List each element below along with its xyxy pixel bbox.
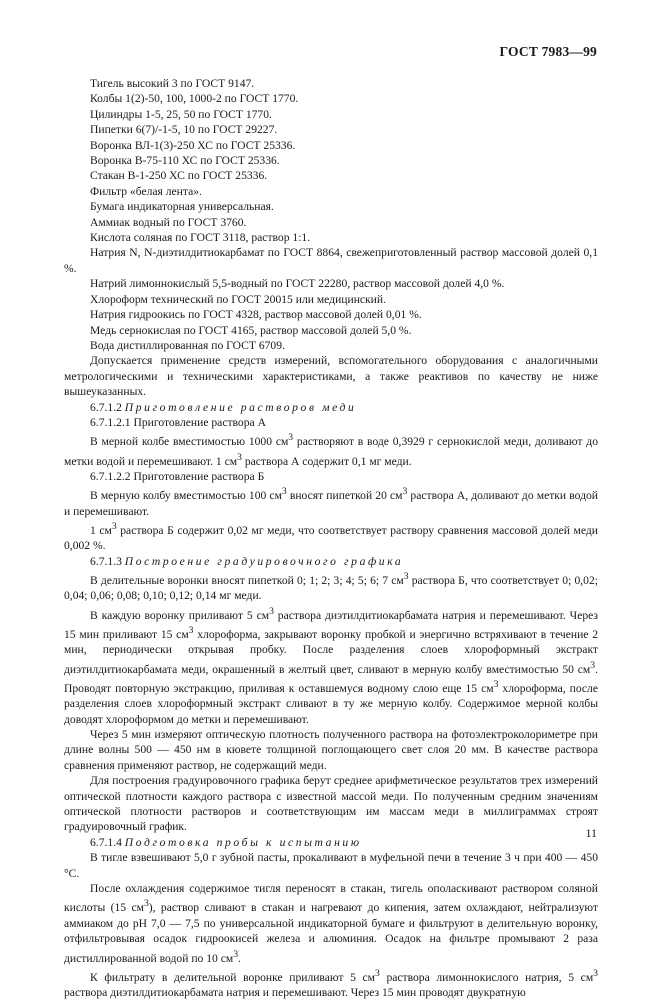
list-item: Натрия N, N-диэтилдитиокарбамат по ГОСТ 8864, свежеприготовленный раствор массовой долей 0,1 %.	[64, 246, 598, 275]
section-title: Построение градуировочного графика	[124, 554, 404, 568]
paragraph: К фильтрату в делительной воронке приливают 5 $см^3$ раствора лимоннокислого натрия, 5 $см^3$ раствора диэтилдитиокарбамата натрия и перемешивают. Через 15 мин проводят двукратную	[64, 967, 598, 1000]
list-item: Тигель высокий 3 по ГОСТ 9147.	[90, 77, 255, 90]
section-title: Приготовление растворов меди	[124, 400, 357, 414]
page-body	[64, 76, 598, 1000]
list-item: Медь сернокислая по ГОСТ 4165, раствор массовой долей 5,0 %.	[90, 323, 412, 337]
list-item: Бумага индикаторная универсальная.	[90, 200, 274, 214]
list-item: Натрия гидроокись по ГОСТ 4328, раствор массовой долей 0,01 %.	[90, 308, 422, 322]
list-item: Допускается применение средств измерений, вспомогательного оборудования с аналогичными метрологическими и техническими характеристиками, а также реактивов по качеству не ниже вышеуказанных.	[64, 354, 598, 399]
paragraph: В каждую воронку приливают 5 $см^3$ раствора диэтилдитиокарбамата натрия и перемешивают. Через 15 мин приливают 15 $см^3$ хлороформа, закрывают воронку пробкой и энергично встряхивают в течение 2 мин, периодически открывая пробку. После разделения слоев хлороформный экстракт диэтилдитиокарбамата меди, окрашенный в желтый цвет, сливают в мерную колбу вместимостью 50 $см^3$. Проводят повторную экстракцию, приливая к оставшемуся водному слою еще 15 $см^3$ хлороформа, после разделения слоев хлороформный экстракт сливают в ту же мерную колбу. Содержимое мерной колбы доводят хлороформом до метки и перемешивают.	[64, 605, 599, 726]
document-header: ГОСТ 7983—99	[499, 44, 597, 59]
list-item: Аммиак водный по ГОСТ 3760.	[90, 215, 247, 229]
list-item: Натрий лимоннокислый 5,5-водный по ГОСТ 22280, раствор массовой долей 4,0 %.	[90, 277, 505, 291]
list-item: Воронка ВЛ-1(3)-250 ХС по ГОСТ 25336.	[90, 138, 296, 152]
section-number: 6.7.1.4	[90, 835, 122, 849]
section-heading-6712	[64, 400, 598, 415]
subsection-heading-67122: 6.7.1.2.2 Приготовление раствора Б	[90, 469, 265, 483]
paragraph: В делительные воронки вносят пипеткой 0; 1; 2; 3; 4; 5; 6; 7 $см^3$ раствора Б, что соответствует 0; 0,02; 0,04; 0,06; 0,08; 0,10; 0,12; 0,14 мг меди.	[64, 571, 598, 603]
list-item: Хлороформ технический по ГОСТ 20015 или медицинский.	[90, 292, 386, 306]
list-item: Кислота соляная по ГОСТ 3118, раствор 1:1.	[90, 231, 311, 245]
page-number: 11	[585, 826, 597, 840]
paragraph: После охлаждения содержимое тигля переносят в стакан, тигель ополаскивают раствором соляной кислоты (15 $см^3$), раствор сливают в стакан и нагревают до кипения, затем охлаждают, нейтрализуют аммиаком до рН 7,0 — 7,5 по универсальной индикаторной бумаге и фильтруют в делительную воронку, отфильтровывая осадок гидроокисей железа и алюминия. Осадок на фильтре промывают 2 раза дистиллированной водой по 10 $см^3$.	[64, 882, 598, 965]
paragraph: В мерную колбу вместимостью 100 $см^3$ вносят пипеткой 20 $см^3$ раствора А, доливают до метки водой и перемешивают.	[64, 486, 598, 518]
list-item: Стакан В-1-250 ХС по ГОСТ 25336.	[90, 169, 268, 183]
list-item: Цилиндры 1-5, 25, 50 по ГОСТ 1770.	[90, 107, 272, 121]
list-item: Воронка В-75-110 ХС по ГОСТ 25336.	[90, 154, 280, 168]
paragraph: 1 $см^3$ раствора Б содержит 0,02 мг меди, что соответствует раствору сравнения массовой долей меди 0,002 %.	[64, 520, 598, 553]
section-number: 6.7.1.3	[90, 554, 122, 568]
paragraph: В тигле взвешивают 5,0 г зубной пасты, прокаливают в муфельной печи в течение 3 ч при 400 — 450 °С.	[64, 851, 598, 880]
reagents-list	[64, 245, 598, 399]
section-title: Подготовка пробы к испытанию	[124, 835, 362, 849]
section-number: 6.7.1.2	[90, 400, 122, 414]
paragraph: Для построения градуировочного графика берут среднее арифметическое результатов трех измерений оптической плотности каждого раствора с известной массой меди. По полученным средним значениям оптической плотности растворов и соответствующим им массам меди в миллиграммах строят градуировочный график.	[64, 774, 598, 834]
paragraph: Через 5 мин измеряют оптическую плотность полученного раствора на фотоэлектроколориметре при длине волны 500 — 450 нм в кювете толщиной поглощающего свет слоя 20 мм. В качестве раствора сравнения применяют раствор, не содержащий меди.	[64, 727, 598, 772]
section-heading-6714	[64, 835, 598, 850]
subsection-heading-67121: 6.7.1.2.1 Приготовление раствора А	[90, 415, 266, 429]
section-heading-6713	[64, 554, 598, 569]
equipment-list	[64, 76, 598, 245]
list-item: Колбы 1(2)-50, 100, 1000-2 по ГОСТ 1770.	[90, 92, 299, 106]
list-item: Пипетки 6(7)/-1-5, 10 по ГОСТ 29227.	[90, 123, 278, 137]
list-item: Вода дистиллированная по ГОСТ 6709.	[90, 338, 285, 352]
list-item: Фильтр «белая лента».	[90, 184, 202, 198]
paragraph: В мерной колбе вместимостью 1000 $см^3$ растворяют в воде 0,3929 г сернокислой меди, доливают до метки водой и перемешивают. 1 $см^3$ раствора А содержит 0,1 мг меди.	[64, 432, 598, 468]
